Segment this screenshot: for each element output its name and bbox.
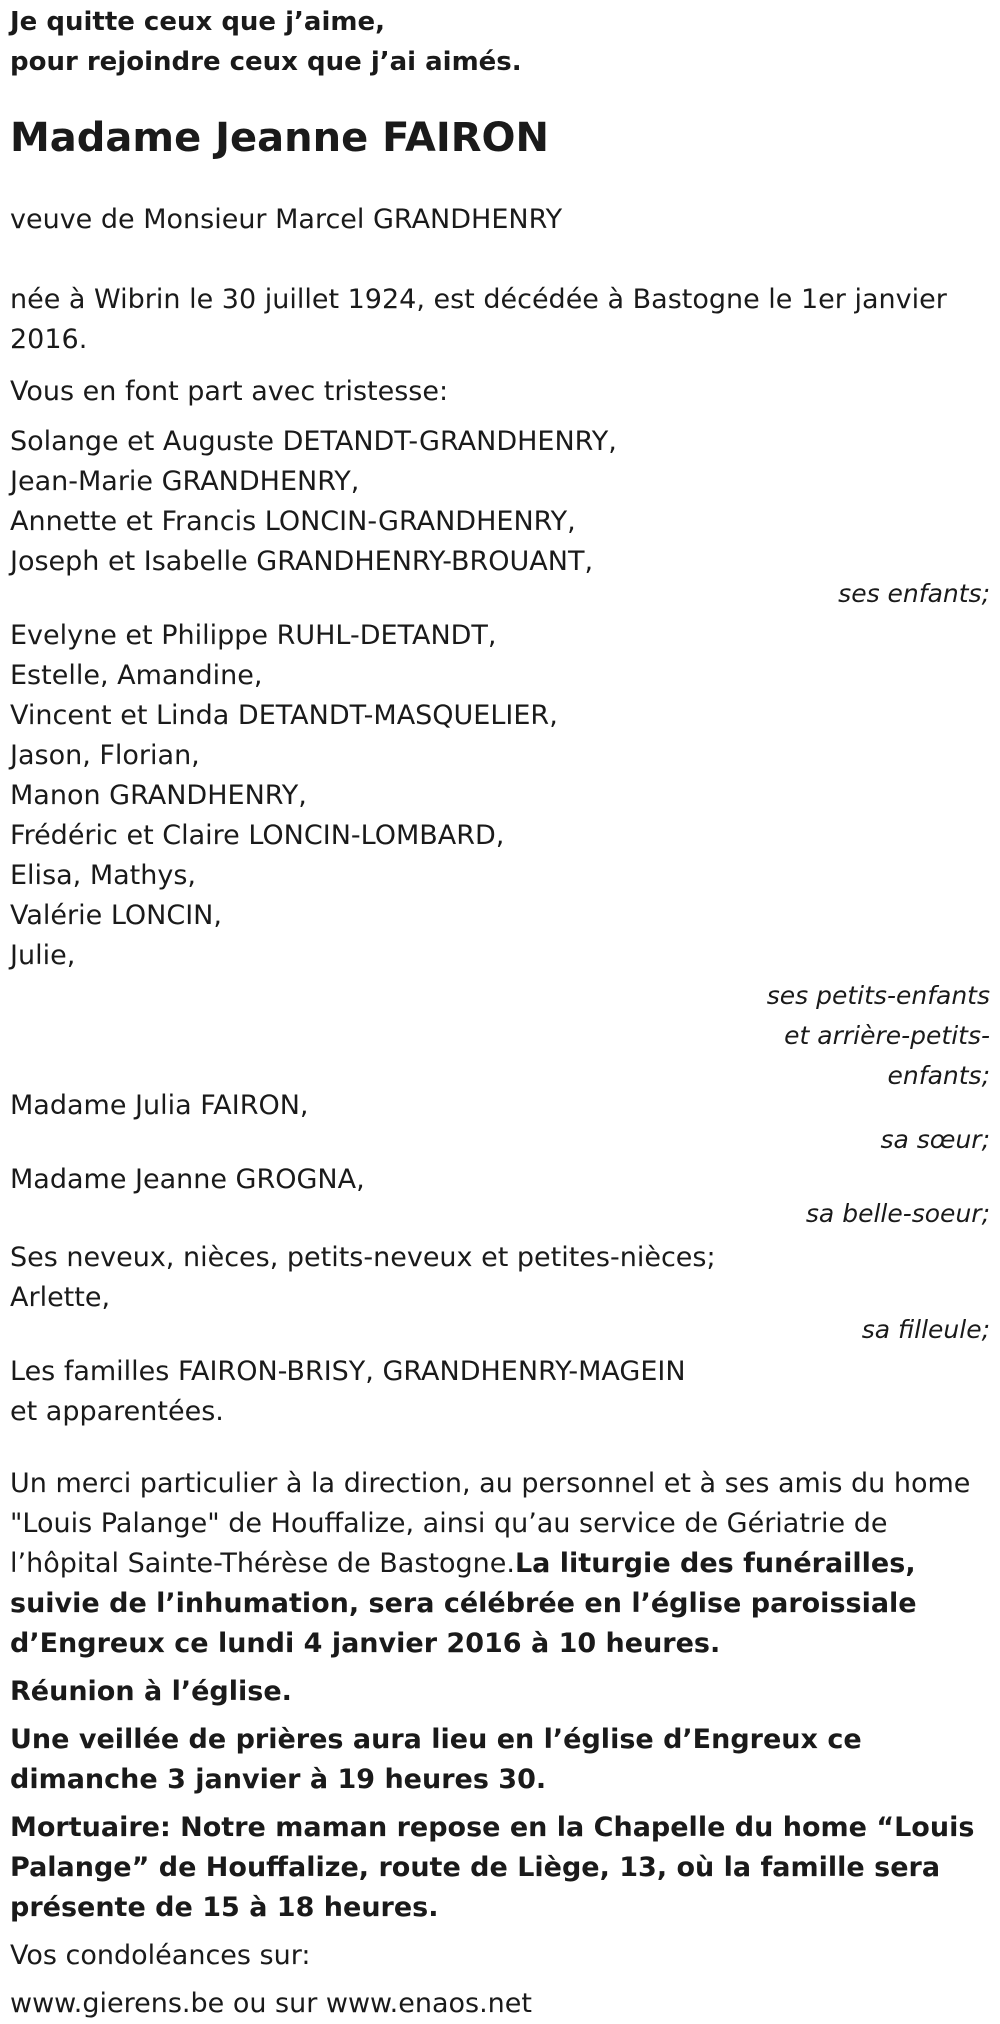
sister-role: sa sœur; bbox=[880, 1125, 990, 1154]
nephews-line: Ses neveux, nièces, petits-neveux et petites-nièces; bbox=[10, 1242, 716, 1273]
grandchild-name: Elisa, Mathys, bbox=[10, 860, 197, 891]
funeral-details: La liturgie des funérailles, suivie de l’inhumation, sera célébrée en l’église paroissiale d’Engreux ce lundi 4 janvier 2016 à 10 heures. bbox=[10, 1548, 917, 1659]
child-name: Joseph et Isabelle GRANDHENRY-BROUANT, bbox=[10, 546, 594, 577]
grandchild-name: Jason, Florian, bbox=[10, 740, 200, 771]
goddaughter-role: sa filleule; bbox=[861, 1315, 990, 1344]
grandchild-name: Manon GRANDHENRY, bbox=[10, 780, 307, 811]
mortuary-note: Mortuaire: Notre maman repose en la Chapelle du home “Louis Palange” de Houffalize, route de Liège, 13, où la famille sera présente de 15 à 18 heures. bbox=[10, 1812, 975, 1923]
families-block bbox=[10, 1352, 990, 1432]
grandchild-name: Valérie LONCIN, bbox=[10, 900, 222, 931]
deceased-name: Madame Jeanne FAIRON bbox=[10, 115, 550, 161]
grandchild-name: Evelyne et Philippe RUHL-DETANDT, bbox=[10, 620, 497, 651]
grandchild-name: Estelle, Amandine, bbox=[10, 660, 263, 691]
sister-in-law-role: sa belle-soeur; bbox=[805, 1199, 990, 1228]
grandchildren-role bbox=[10, 976, 990, 1096]
child-name: Solange et Auguste DETANDT-GRANDHENRY, bbox=[10, 426, 617, 457]
grandchildren-role-line: enfants; bbox=[887, 1061, 990, 1090]
sister-name: Madame Julia FAIRON, bbox=[10, 1090, 309, 1121]
grandchild-name: Julie, bbox=[10, 940, 76, 971]
announcement: Vous en font part avec tristesse: bbox=[10, 376, 449, 407]
grandchild-name: Vincent et Linda DETANDT-MASQUELIER, bbox=[10, 700, 558, 731]
grandchild-name: Frédéric et Claire LONCIN-LOMBARD, bbox=[10, 820, 505, 851]
grandchildren-list bbox=[10, 616, 990, 976]
sister-in-law-name: Madame Jeanne GROGNA, bbox=[10, 1164, 365, 1195]
goddaughter-name: Arlette, bbox=[10, 1282, 111, 1313]
widow-of: veuve de Monsieur Marcel GRANDHENRY bbox=[10, 204, 563, 235]
nephews-block bbox=[10, 1238, 990, 1318]
grandchildren-role-line: ses petits-enfants bbox=[766, 981, 990, 1010]
meeting-note: Réunion à l’église. bbox=[10, 1676, 292, 1707]
child-name: Annette et Francis LONCIN-GRANDHENRY, bbox=[10, 506, 576, 537]
quote-line-1: Je quitte ceux que j’aime, bbox=[10, 7, 385, 37]
families-line-1: Les familles FAIRON-BRISY, GRANDHENRY-MAGEIN bbox=[10, 1356, 686, 1387]
vigil-note: Une veillée de prières aura lieu en l’église d’Engreux ce dimanche 3 janvier à 19 heures 30. bbox=[10, 1724, 862, 1795]
children-list bbox=[10, 422, 990, 582]
grandchildren-role-line: et arrière-petits- bbox=[784, 1021, 990, 1050]
condolences-sites: www.gierens.be ou sur www.enaos.net bbox=[10, 1988, 532, 2019]
families-line-2: et apparentées. bbox=[10, 1396, 224, 1427]
obituary-page bbox=[0, 2, 990, 2024]
condolences-label: Vos condoléances sur: bbox=[10, 1940, 311, 1971]
child-name: Jean-Marie GRANDHENRY, bbox=[10, 466, 360, 497]
children-role: ses enfants; bbox=[838, 579, 990, 608]
thanks-text: Un merci particulier à la direction, au personnel et à ses amis du home "Louis Palange" de Houffalize, ainsi qu’au service de Gériatrie de l’hôpital Sainte-Thérèse de Bastogne. bbox=[10, 1468, 971, 1579]
birth-death: née à Wibrin le 30 juillet 1924, est décédée à Bastogne le 1er janvier 2016. bbox=[10, 284, 947, 355]
thanks-paragraph bbox=[10, 1464, 990, 1664]
quote-line-2: pour rejoindre ceux que j’ai aimés. bbox=[10, 47, 522, 77]
